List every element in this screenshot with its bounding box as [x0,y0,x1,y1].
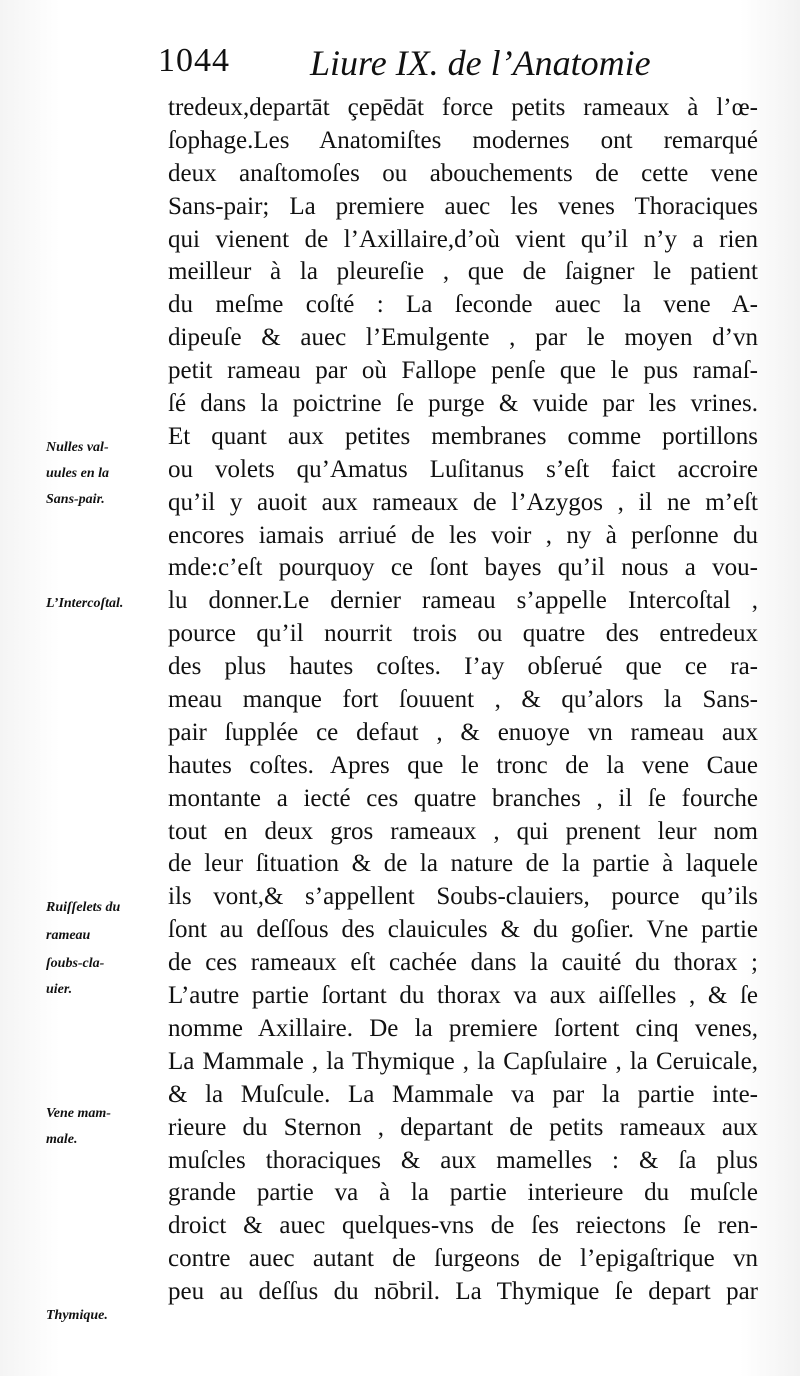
text-line: Sans-pair; La premiere auec les venes Thoraciques [168,192,758,220]
text-line: tout en deux gros rameaux , qui prenent leur nom [168,817,758,845]
text-line: ſé dans la poictrine ſe purge & vuide par les vrines. [168,390,758,418]
text-line: qui vienent de l’Axillaire,d’où vient qu’il n’y a rien [168,225,758,253]
text-line: muſcles thoraciques & aux mamelles : & ſa plus [168,1146,758,1174]
margin-note: L’Intercoſtal. [46,596,124,611]
page-header [158,42,758,92]
body-text [168,92,758,1309]
text-line: La Mammale , la Thymique , la Capſulaire , la Ceruicale, [168,1047,758,1075]
margin-note: ſoubs-cla- [46,956,105,971]
margin-note: male. [46,1132,78,1147]
margin-note: Sans-pair. [46,492,105,507]
text-line: de leur ſituation & de la nature de la partie à laquele [168,850,758,878]
text-line: qu’il y auoit aux rameaux de l’Azygos , il ne m’eſt [168,488,758,516]
text-line: peu au deſſus du nōbril. La Thymique ſe depart par [168,1278,758,1306]
margin-note: Ruiſſelets du [46,900,121,915]
text-line: ou volets qu’Amatus Luſitanus s’eſt faict accroire [168,455,758,483]
text-line: & la Muſcule. La Mammale va par la partie inte- [168,1080,758,1108]
text-line: mde:c’eſt pourquoy ce ſont bayes qu’il nous a vou- [168,554,758,582]
text-line: tredeux,departāt çepēdāt force petits rameaux à l’œ- [168,94,758,121]
margin-note: Thymique. [46,1308,108,1323]
text-line: montante a iecté ces quatre branches , il ſe fourche [168,784,758,812]
text-line: encores iamais arriué de les voir , ny à perſonne du [168,521,758,549]
text-line: petit rameau par où Fallope penſe que le pus ramaſ- [168,357,758,385]
text-line: L’autre partie ſortant du thorax va aux aiſſelles , & ſe [168,982,758,1010]
text-line: rieure du Sternon , departant de petits rameaux aux [168,1113,758,1141]
text-line: droict & auec quelques-vns de ſes reiectons ſe ren- [168,1212,758,1240]
text-line: du meſme coſté : La ſeconde auec la vene A- [168,291,758,319]
text-line: de ces rameaux eſt cachée dans la cauité du thorax ; [168,949,758,977]
text-line: deux anaſtomoſes ou abouchements de cette vene [168,159,758,187]
margin-note: rameau [46,928,91,943]
text-line: contre auec autant de ſurgeons de l’epigaſtrique vn [168,1245,758,1273]
margin-note: Vene mam- [46,1106,111,1121]
running-head: Liure IX. de l’Anatomie [310,43,651,83]
text-line: meau manque fort ſouuent , & qu’alors la Sans- [168,686,758,714]
text-line: ſophage.Les Anatomiſtes modernes ont remarqué [168,126,758,154]
text-line: ſont au deſſous des clauicules & du goſier. Vne partie [168,916,758,944]
text-line: ils vont,& s’appellent Soubs-clauiers, pource qu’ils [168,883,758,911]
margin-note: uules en la [46,466,110,481]
text-line: lu donner.Le dernier rameau s’appelle Intercoſtal , [168,587,758,615]
text-line: meilleur à la pleureſie , que de ſaigner le patient [168,258,758,286]
margin-note: uier. [46,982,73,997]
margin-note: Nulles val- [46,440,109,455]
text-line: nomme Axillaire. De la premiere ſortent cinq venes, [168,1014,758,1042]
text-line: des plus hautes coſtes. I’ay obſerué que ce ra- [168,653,758,681]
page-number: 1044 [158,42,230,79]
text-line: pair ſupplée ce defaut , & enuoye vn rameau aux [168,718,758,746]
text-line: Et quant aux petites membranes comme portillons [168,422,758,450]
text-line: hautes coſtes. Apres que le tronc de la vene Caue [168,751,758,779]
text-line: grande partie va à la partie interieure du muſcle [168,1179,758,1207]
text-line: dipeuſe & auec l’Emulgente , par le moyen d’vn [168,324,758,352]
text-line: pource qu’il nourrit trois ou quatre des entredeux [168,620,758,648]
